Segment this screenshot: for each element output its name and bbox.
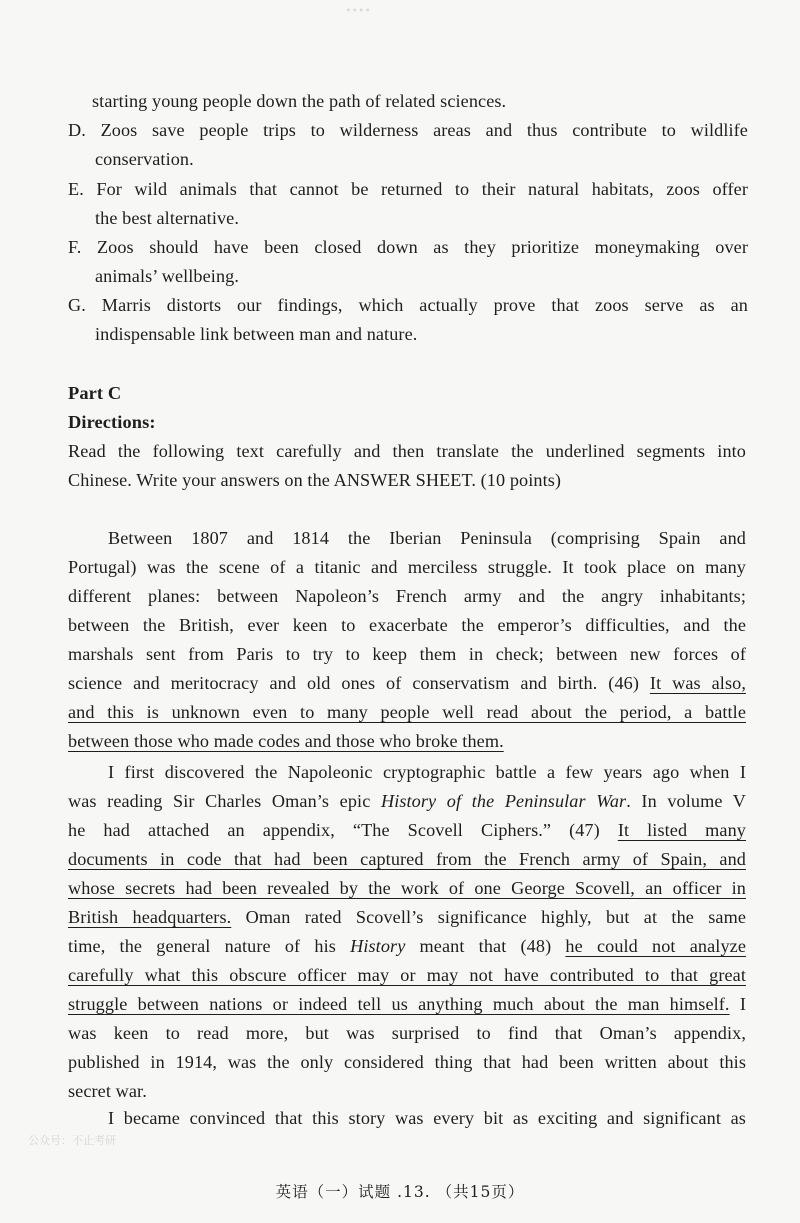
p2-line2 (68, 787, 746, 816)
p1-line (68, 669, 746, 698)
p2-line12: secret war. (68, 1081, 147, 1101)
option-e-line1: For wild animals that cannot be returned to their natural habitats, zoos offer (96, 179, 748, 199)
p2-line2-end: . In volume V (626, 791, 747, 811)
passage-paragraph-1 (68, 524, 746, 756)
option-e-line2: the best alternative. (95, 208, 240, 228)
p1-line8 (68, 727, 746, 756)
option-g-line2: indispensable link between man and nature. (95, 324, 418, 344)
option-d-line1: Zoos save people trips to wilderness areas and thus contribute to wildlife (100, 120, 748, 140)
p2-line7 (68, 932, 746, 961)
p2-line7-text: time, the general nature of his (68, 936, 351, 956)
p1-line: between the British, ever keen to exacerbate the emperor’s difficulties, and the (68, 615, 746, 635)
page-footer: 英语（一）试题 .13. （共15页） (275, 1183, 525, 1201)
p2-line7-mid: meant that (48) (405, 936, 566, 956)
underlined-segment-46-cont: and this is unknown even to many people well read about the period, a battle (68, 702, 746, 722)
underlined-segment-48-cont: carefully what this obscure officer may or may not have contributed to that great (68, 965, 746, 985)
p1-line6-text: science and meritocracy and old ones of conservatism and birth. (46) (68, 673, 650, 693)
directions-text (68, 437, 746, 495)
option-g-line1: Marris distorts our findings, which actually prove that zoos serve as an (101, 295, 748, 315)
passage-paragraph-3 (68, 1104, 746, 1133)
option-f-label: F. (68, 237, 82, 257)
p2-line10: was keen to read more, but was surprised to find that Oman’s appendix, (68, 1023, 746, 1043)
top-scan-mark: •••• (345, 4, 371, 17)
directions-line2: Chinese. Write your answers on the ANSWER SHEET. (10 points) (68, 470, 562, 490)
option-g (68, 291, 748, 349)
option-e (68, 175, 748, 233)
p1-line: Between 1807 and 1814 the Iberian Peninsula (comprising Spain and (108, 528, 746, 548)
history-title: History (350, 936, 406, 956)
underlined-segment-47-end: British headquarters. (68, 907, 232, 927)
option-d (68, 116, 748, 174)
option-f-line1: Zoos should have been closed down as they prioritize moneymaking over (96, 237, 748, 257)
directions-label: Directions: (68, 412, 156, 432)
watermark-text: 公众号：不止考研 (28, 1134, 116, 1147)
part-c-title: Part C (68, 383, 122, 403)
p2-line9 (68, 990, 746, 1019)
p1-line: different planes: between Napoleon’s French army and the angry inhabitants; (68, 586, 746, 606)
underlined-segment-47-cont: documents in code that had been captured from the French army of Spain, and (68, 849, 746, 869)
p2-line1: I first discovered the Napoleonic cryptographic battle a few years ago when I (108, 762, 746, 782)
p2-line6 (68, 903, 746, 932)
option-d-line2: conservation. (95, 149, 194, 169)
p2-line6-text: Oman rated Scovell’s significance highly, but at the same (231, 907, 746, 927)
passage-paragraph-2 (68, 758, 746, 1106)
underlined-segment-46-end: between those who made codes and those who broke them. (68, 731, 504, 751)
underlined-segment-46: It was also, (649, 673, 746, 693)
p2-line2-text: was reading Sir Charles Oman’s epic (68, 791, 381, 811)
underlined-segment-48: he could not analyze (565, 936, 746, 956)
option-e-label: E. (68, 179, 84, 199)
option-f-line2: animals’ wellbeing. (95, 266, 239, 286)
option-d-label: D. (68, 120, 86, 140)
option-g-label: G. (68, 295, 86, 315)
p2-line11: published in 1914, was the only considered thing that had been written about this (68, 1052, 746, 1072)
underlined-segment-47-cont2: whose secrets had been revealed by the work of one George Scovell, an officer in (68, 878, 746, 898)
option-c-tail: starting young people down the path of related sciences. (92, 91, 507, 111)
underlined-segment-48-end: struggle between nations or indeed tell us anything much about the man himself. (68, 994, 730, 1014)
underlined-segment-47: It listed many (617, 820, 746, 840)
p1-line: Portugal) was the scene of a titanic and merciless struggle. It took place on many (68, 557, 746, 577)
p1-line: marshals sent from Paris to try to keep them in check; between new forces of (68, 644, 746, 664)
p2-line3 (68, 816, 746, 845)
p2-line3-text: he had attached an appendix, “The Scovell Ciphers.” (47) (68, 820, 618, 840)
p3-line1: I became convinced that this story was every bit as exciting and significant as (108, 1108, 746, 1128)
directions-line1: Read the following text carefully and then translate the underlined segments into (68, 441, 746, 461)
p2-line9-text: I (729, 994, 746, 1014)
book-title: History of the Peninsular War (380, 791, 627, 811)
option-f (68, 233, 748, 291)
